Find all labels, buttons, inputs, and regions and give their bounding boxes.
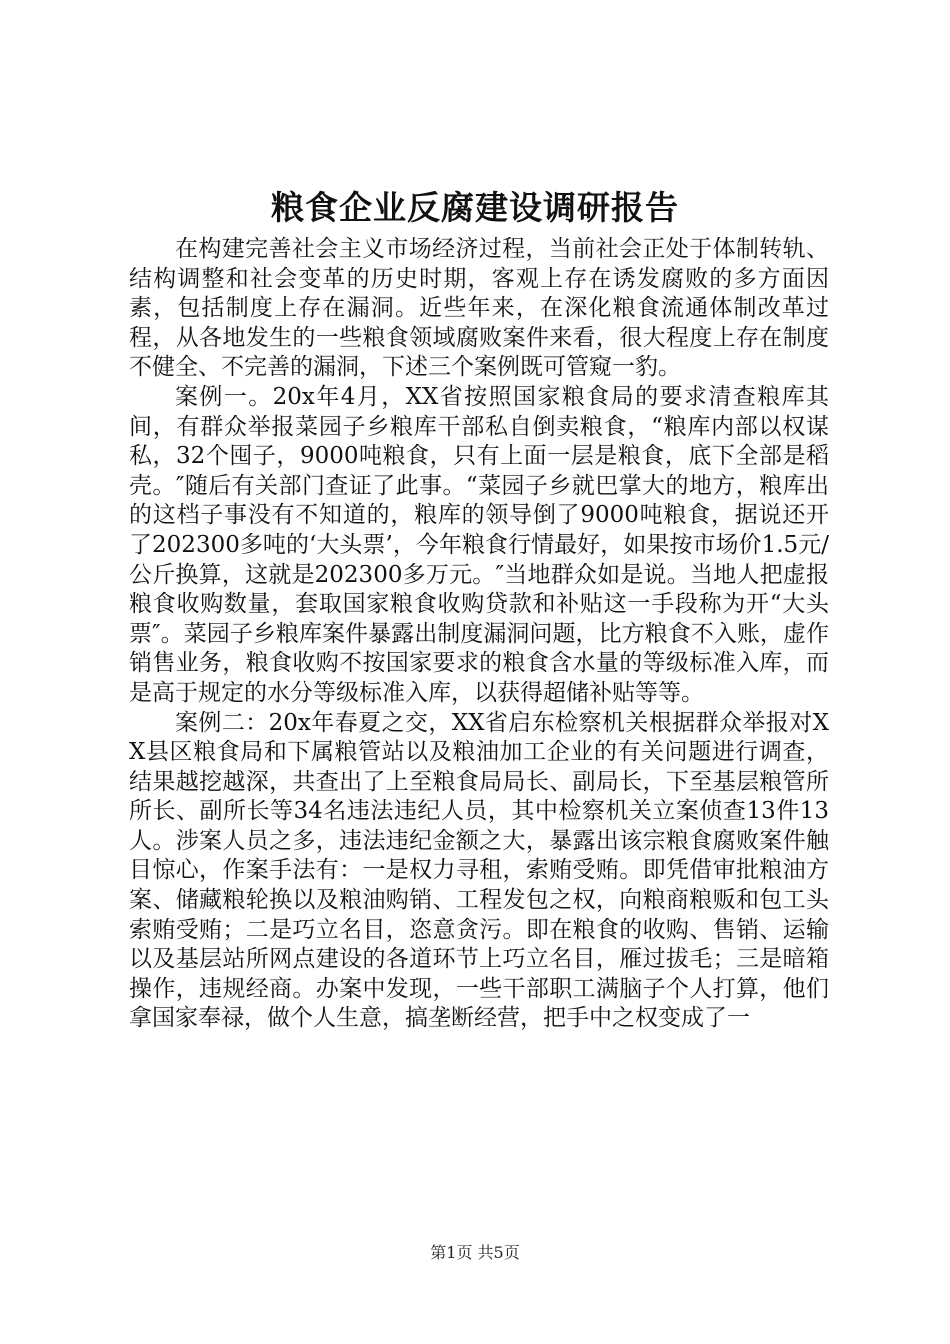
document-body [129,235,829,1034]
paragraph-intro: 在构建完善社会主义市场经济过程，当前社会正处于体制转轨、结构调整和社会变革的历史时期，客观上存在诱发腐败的多方面因素，包括制度上存在漏洞。近些年来，在深化粮食流通体制改革过程，从各地发生的一些粮食领域腐败案件来看，很大程度上存在制度不健全、不完善的漏洞，下述三个案例既可管窥一豹。 [129,236,829,381]
paragraph-case-two: 案例二：20x年春夏之交，XX省启东检察机关根据群众举报对XX县区粮食局和下属粮管站以及粮油加工企业的有关问题进行调查，结果越挖越深，共查出了上至粮食局局长、副局长，下至基层粮管所所长、副所长等34名违法违纪人员，其中检察机关立案侦查13件13人。涉案人员之多，违法违纪金额之大，暴露出该宗粮食腐败案件触目惊心，作案手法有：一是权力寻租，索贿受贿。即凭借审批粮油方案、储藏粮轮换以及粮油购销、工程发包之权，向粮商粮贩和包工头索贿受贿；二是巧立名目，恣意贪污。即在粮食的收购、售销、运输以及基层站所网点建设的各道环节上巧立名目，雁过拔毛；三是暗箱操作，违规经商。办案中发现，一些干部职工满脑子个人打算，他们拿国家奉禄，做个人生意，搞垄断经营，把手中之权变成了一 [129,709,829,1032]
paragraph-case-one: 案例一。20x年4月，XX省按照国家粮食局的要求清查粮库其间，有群众举报菜园子乡粮库干部私自倒卖粮食，“粮库内部以权谋私，32个囤子，9000吨粮食，只有上面一层是粮食，底下全部是稻壳。″随后有关部门查证了此事。“菜园子乡就巴掌大的地方，粮库出的这档子事没有不知道的，粮库的领导倒了9000吨粮食，据说还开了202300多吨的‘大头票’，今年粮食行情最好，如果按市场价1.5元/公斤换算，这就是202300多万元。″当地群众如是说。当地人把虚报粮食收购数量，套取国家粮食收购贷款和补贴这一手段称为开“大头票″。菜园子乡粮库案件暴露出制度漏洞问题，比方粮食不入账，虚作销售业务，粮食收购不按国家要求的粮食含水量的等级标准入库，而是高于规定的水分等级标准入库，以获得超储补贴等等。 [129,383,829,706]
page-footer: 第1页 共5页 [430,1243,520,1262]
document-title: 粮食企业反腐建设调研报告 [271,188,679,227]
